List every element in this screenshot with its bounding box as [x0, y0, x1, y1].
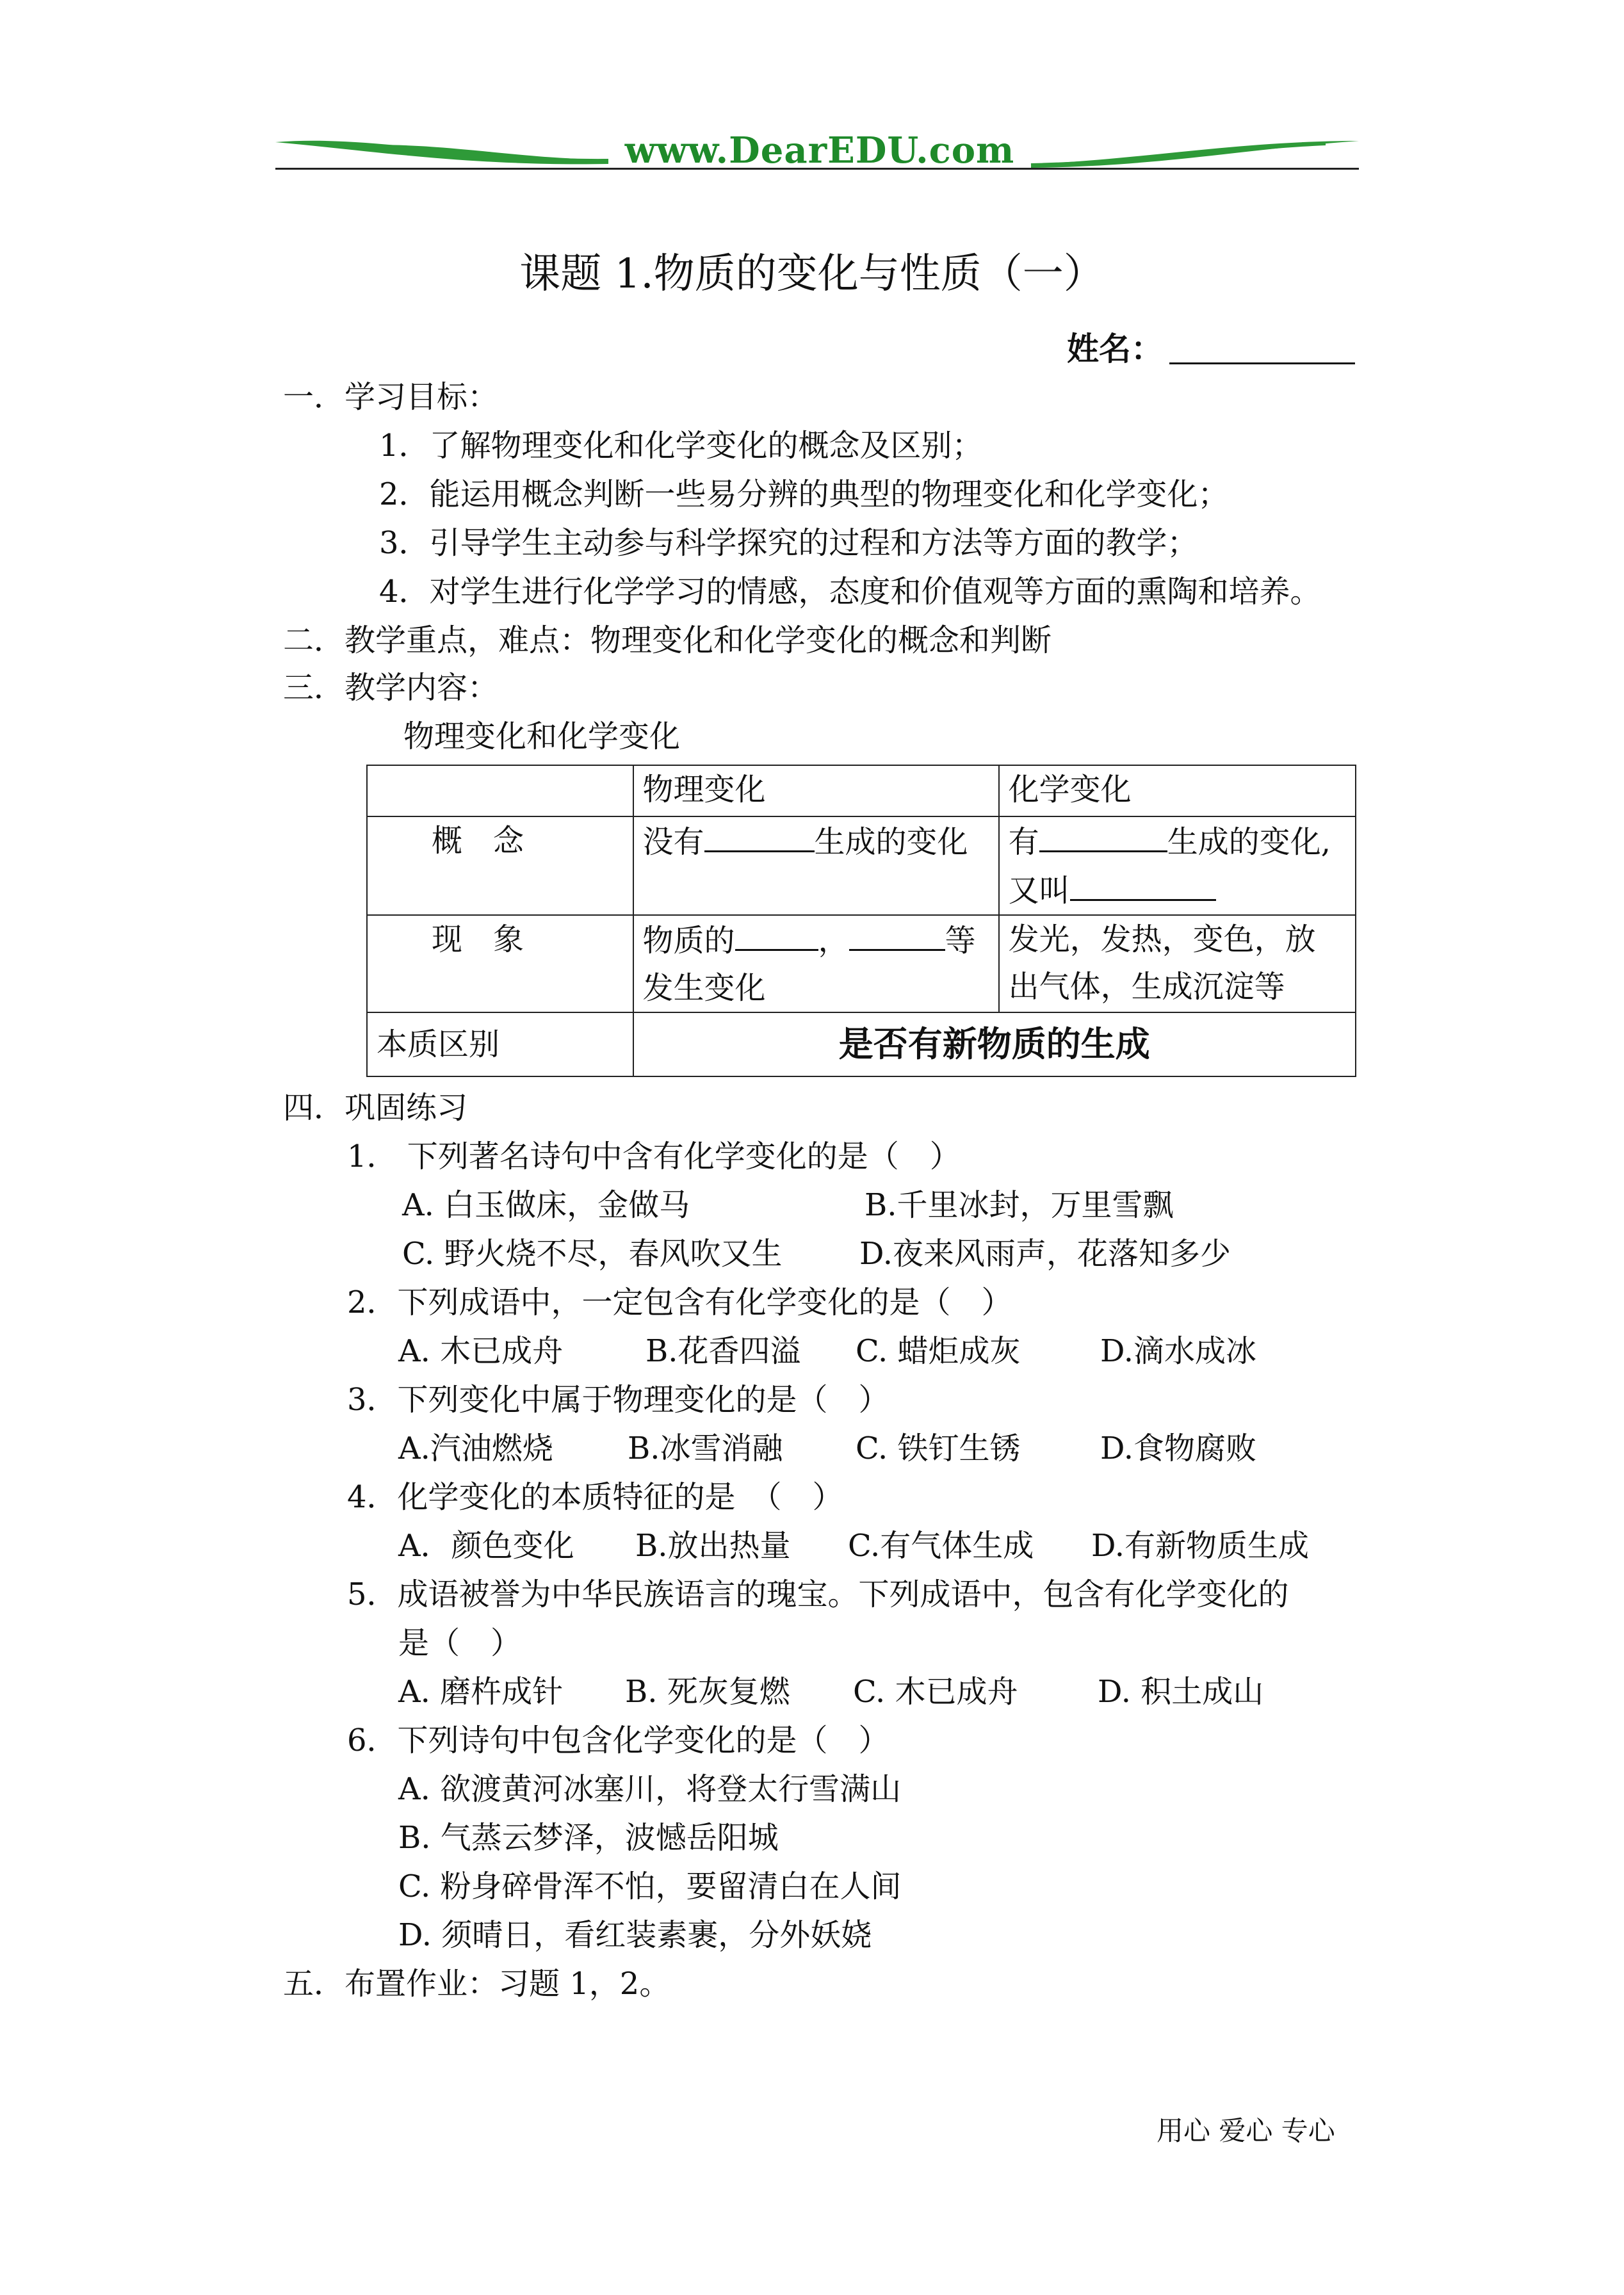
concept-physical-post: 生成的变化 [814, 824, 968, 860]
q5-stem-line2: 是（ ） [398, 1625, 522, 1661]
phen-physical-2: 发生变化 [642, 970, 766, 1006]
phen-chemical-2: 出气体，生成沉淀等 [1008, 969, 1285, 1005]
row-label-concept: 概 念 [367, 816, 633, 915]
section5-heading: 五．布置作业：习题 1，2。 [283, 1966, 670, 2002]
q6-option-d[interactable]: D. 须晴日，看红装素裹，分外妖娆 [398, 1917, 872, 1953]
name-label: 姓名： [1067, 330, 1163, 368]
q2-option-b[interactable]: B.花香四溢 [646, 1333, 801, 1369]
goal-item-2: 2．能运用概念判断一些易分辨的典型的物理变化和化学变化； [379, 476, 1229, 512]
q2-option-c[interactable]: C. 蜡炬成灰 [856, 1333, 1021, 1369]
concept-physical-pre: 没有 [642, 824, 704, 860]
q2-stem: 2．下列成语中，一定包含有化学变化的是（ ） [347, 1285, 1012, 1320]
q1-option-c[interactable]: C. 野火烧不尽，春风吹又生 [402, 1236, 783, 1272]
q2-option-a[interactable]: A. 木已成舟 [398, 1333, 564, 1369]
q1-stem: 1． 下列著名诗句中含有化学变化的是（ ） [347, 1139, 961, 1174]
q5-option-b[interactable]: B. 死灰复燃 [625, 1674, 790, 1710]
phenomenon-physical-cell [633, 915, 999, 1012]
q5-option-d[interactable]: D. 积土成山 [1098, 1674, 1264, 1710]
concept-chemical-alias-blank[interactable] [1070, 866, 1216, 901]
q1-option-b[interactable]: B.千里冰封，万里雪飘 [865, 1187, 1174, 1223]
q6-option-b[interactable]: B. 气蒸云梦泽，波憾岳阳城 [398, 1820, 779, 1856]
q3-option-d[interactable]: D.食物腐败 [1100, 1431, 1257, 1466]
table-header-row [367, 765, 1356, 816]
concept-physical-blank[interactable] [704, 817, 815, 852]
q6-stem: 6．下列诗句中包含化学变化的是（ ） [347, 1723, 889, 1758]
phen-chemical-1: 发光，发热，变色，放 [1008, 921, 1316, 957]
q4-option-a[interactable]: A．颜色变化 [398, 1528, 574, 1564]
q4-option-b[interactable]: B.放出热量 [635, 1528, 791, 1564]
section1-heading: 一．学习目标： [283, 379, 499, 415]
q6-option-a[interactable]: A. 欲渡黄河冰塞川，将登太行雪满山 [398, 1771, 902, 1807]
section4-heading: 四．巩固练习 [283, 1090, 468, 1126]
q1-option-a[interactable]: A. 白玉做床，金做马 [402, 1187, 690, 1223]
q4-option-d[interactable]: D.有新物质生成 [1091, 1528, 1310, 1564]
essence-row [367, 1012, 1356, 1076]
concept-row [367, 816, 1356, 915]
section3-heading: 三．教学内容： [283, 670, 499, 706]
phen-physical-blank-1[interactable] [735, 916, 818, 951]
q5-option-a[interactable]: A. 磨杵成针 [398, 1674, 564, 1710]
table-corner-cell [367, 765, 633, 816]
header-chemical: 化学变化 [999, 765, 1356, 816]
header-physical: 物理变化 [633, 765, 999, 816]
q3-stem: 3．下列变化中属于物理变化的是（ ） [347, 1382, 889, 1418]
phen-physical-1: 物质的 [642, 923, 735, 959]
concept-chemical-line2: 又叫 [1008, 873, 1070, 909]
q2-option-d[interactable]: D.滴水成冰 [1100, 1333, 1257, 1369]
table-caption: 物理变化和化学变化 [403, 718, 681, 754]
row-label-essence: 本质区别 [367, 1012, 633, 1076]
q4-stem: 4．化学变化的本质特征的是 （ ） [347, 1479, 843, 1515]
header-rule [275, 168, 1359, 170]
comparison-table [366, 765, 1356, 1077]
phenomenon-row [367, 915, 1356, 1012]
phen-physical-blank-2[interactable] [849, 916, 945, 951]
concept-chemical-pre: 有 [1008, 824, 1039, 860]
q3-option-c[interactable]: C. 铁钉生锈 [856, 1431, 1021, 1466]
site-logo [275, 122, 1364, 179]
goal-item-3: 3．引导学生主动参与科学探究的过程和方法等方面的教学； [379, 525, 1198, 561]
q3-option-a[interactable]: A.汽油燃烧 [398, 1431, 553, 1466]
q4-option-c[interactable]: C.有气体生成 [848, 1528, 1034, 1564]
goal-item-1: 1．了解物理变化和化学变化的概念及区别； [379, 428, 983, 464]
name-blank[interactable] [1169, 362, 1355, 364]
q5-option-c[interactable]: C. 木已成舟 [853, 1674, 1018, 1710]
page-title: 课题 1.物质的变化与性质（一） [519, 250, 1105, 298]
row-label-phenomenon: 现 象 [367, 915, 633, 1012]
q3-option-b[interactable]: B.冰雪消融 [628, 1431, 783, 1466]
concept-physical-cell [633, 816, 999, 915]
site-url: www.DearEDU.com [624, 129, 1015, 172]
q5-stem: 5．成语被誉为中华民族语言的瑰宝。下列成语中，包含有化学变化的 [347, 1577, 1289, 1612]
concept-chemical-post: 生成的变化, [1167, 824, 1331, 860]
q6-option-c[interactable]: C. 粉身碎骨浑不怕，要留清白在人间 [398, 1869, 902, 1904]
essence-cell: 是否有新物质的生成 [633, 1012, 1356, 1076]
phen-physical-sep: ， [818, 923, 849, 959]
section2-heading: 二．教学重点，难点：物理变化和化学变化的概念和判断 [283, 622, 1052, 658]
concept-chemical-blank[interactable] [1039, 817, 1167, 852]
concept-chemical-cell [999, 816, 1356, 915]
footer-motto: 用心 爱心 专心 [1157, 2115, 1335, 2146]
goal-item-4: 4．对学生进行化学学习的情感，态度和价值观等方面的熏陶和培养。 [379, 574, 1321, 610]
phen-physical-end: 等 [945, 923, 976, 959]
q1-option-d[interactable]: D.夜来风雨声，花落知多少 [859, 1236, 1231, 1272]
phenomenon-chemical-cell [999, 915, 1356, 1012]
